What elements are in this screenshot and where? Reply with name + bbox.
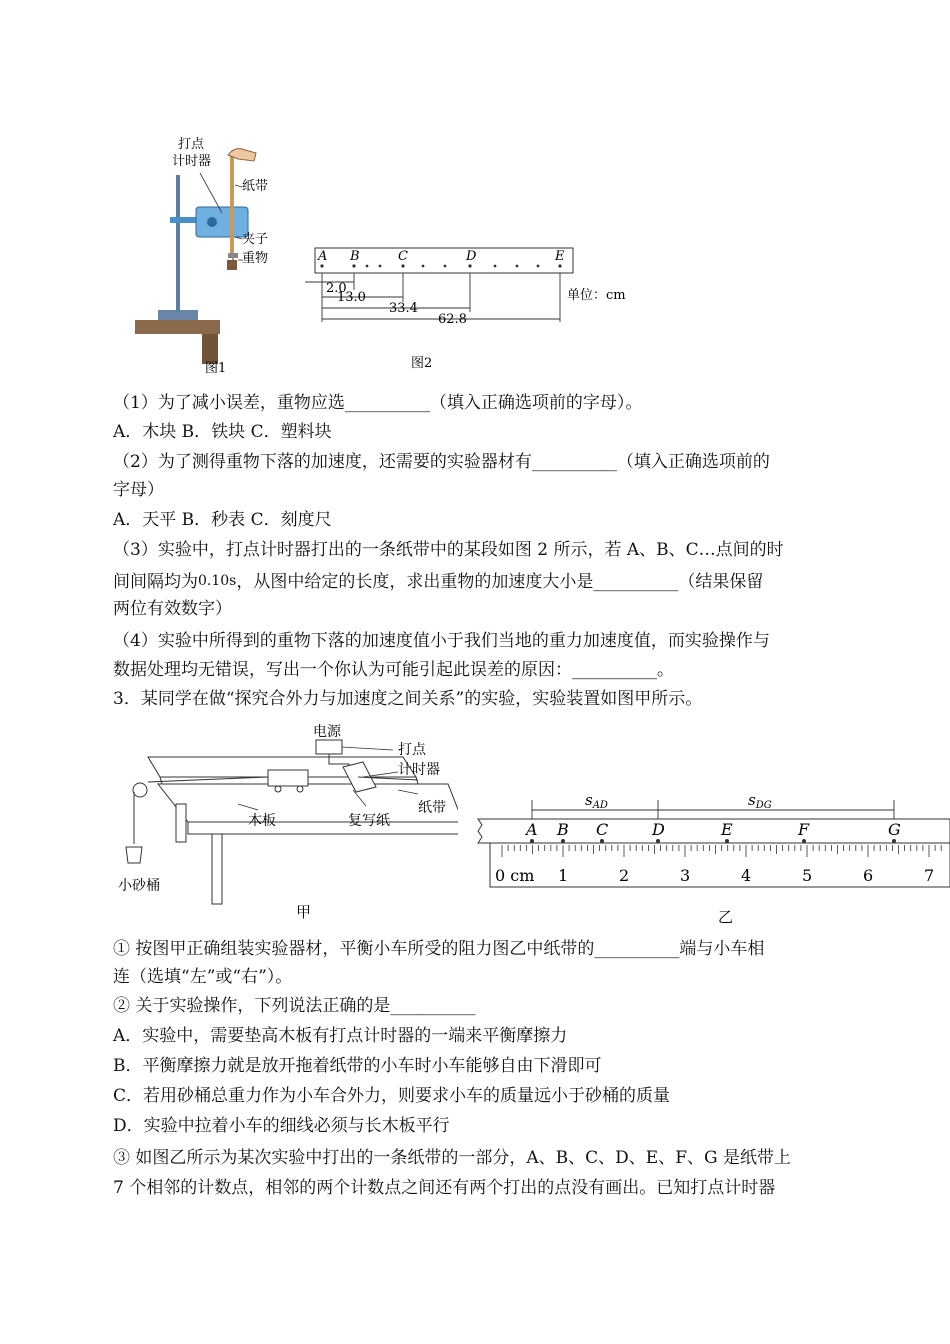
timer-body xyxy=(196,207,248,237)
label-power: 电源 xyxy=(313,724,341,740)
pulley xyxy=(133,783,147,797)
figure-jia-apparatus xyxy=(118,722,458,922)
label-timer-1: 打点 xyxy=(398,742,426,758)
item-3-line-1: ③ 如图乙所示为某次实验中打出的一条纸带的一部分，A、B、C、D、E、F、G 是纸带上 xyxy=(113,1148,791,1168)
tape-strip xyxy=(478,819,950,843)
figure-yi-ruler xyxy=(470,785,950,930)
stand-clamp xyxy=(170,217,198,223)
tape-point-label: D xyxy=(652,820,665,839)
ruler-label: 4 xyxy=(741,866,752,885)
table-leg xyxy=(202,334,218,364)
tape-point-dot xyxy=(530,839,534,843)
q3-interval: 0.10s xyxy=(198,573,237,589)
ruler-label: 1 xyxy=(558,866,569,885)
question-3-line-3: 两位有效数字） xyxy=(113,599,232,619)
unit-label: 单位：cm xyxy=(567,288,626,303)
tape-point-label: F xyxy=(798,820,810,839)
item-1-line-2: 连（选填“左”或“右”）。 xyxy=(113,967,293,987)
table-leg xyxy=(212,834,222,904)
item-3-line-2: 7 个相邻的计数点，相邻的两个计数点之间还有两个打出的点没有画出。已知打点计时器 xyxy=(113,1178,776,1198)
problem-3-intro: 3．某同学在做“探究合外力与加速度之间关系”的实验，实验装置如图甲所示。 xyxy=(113,689,703,709)
label-tape: 纸带 xyxy=(242,179,269,194)
fig2-caption: 图2 xyxy=(411,356,433,371)
stand-rod xyxy=(176,175,180,312)
fig-jia-caption: 甲 xyxy=(296,903,312,921)
tape-point-label: B xyxy=(557,820,569,839)
ruler-label: 6 xyxy=(863,866,874,885)
dim-ab: 2.0 xyxy=(326,281,347,296)
question-2-options: A．天平 B．秒表 C．刻度尺 xyxy=(113,510,332,530)
item-2-option-a: A．实验中，需要垫高木板有打点计时器的一端来平衡摩擦力 xyxy=(113,1026,568,1046)
question-4-line-1: （4）实验中所得到的重物下落的加速度值小于我们当地的重力加速度值，而实验操作与 xyxy=(113,631,770,651)
tape-point-label: E xyxy=(721,820,733,839)
fig-yi-caption: 乙 xyxy=(718,908,734,926)
label-timer-2: 计时器 xyxy=(172,154,212,169)
s-dg-label: $s_{DG}$ xyxy=(748,791,772,811)
cart xyxy=(268,770,308,786)
power-supply xyxy=(316,740,342,754)
paper-tape xyxy=(230,155,234,255)
figure-1-apparatus xyxy=(130,135,290,380)
tape-point-dot xyxy=(561,839,565,843)
fig1-caption: 图1 xyxy=(205,361,227,376)
question-2-line-2: 字母） xyxy=(113,480,164,500)
tape-point-label: G xyxy=(888,820,901,839)
tape-point-dot xyxy=(725,839,729,843)
s-ad-label: $s_{AD}$ xyxy=(585,791,608,811)
tape-point-label: A xyxy=(526,820,538,839)
tape-point-label: C xyxy=(596,820,609,839)
q3-post: ，从图中给定的长度，求出重物的加速度大小是__________（结果保留 xyxy=(236,572,764,592)
label-timer-1: 打点 xyxy=(178,137,205,152)
ruler-label: 0 cm xyxy=(495,866,535,885)
tape-point-dot xyxy=(656,839,660,843)
question-3-line-2 xyxy=(113,566,843,597)
q3-pre: 间间隔均为 xyxy=(113,572,198,592)
tape-point-c: C xyxy=(398,249,408,264)
item-2: ② 关于实验操作，下列说法正确的是__________ xyxy=(113,996,476,1016)
figure-2-tape xyxy=(305,240,645,375)
tape-point-a: A xyxy=(318,249,328,264)
ruler-label: 3 xyxy=(680,866,691,885)
label-timer-2: 计时器 xyxy=(398,762,440,778)
question-3-line-1: （3）实验中，打点计时器打出的一条纸带中的某段如图 2 所示，若 A、B、C…点间的时 xyxy=(113,540,784,560)
tape-point-b: B xyxy=(350,249,360,264)
table xyxy=(158,784,458,822)
tape-point-d: D xyxy=(466,249,477,264)
item-2-option-c: C．若用砂桶总重力作为小车合外力，则要求小车的质量远小于砂桶的质量 xyxy=(113,1086,671,1106)
timer-knob xyxy=(207,217,217,227)
question-1-options: A．木块 B．铁块 C．塑料块 xyxy=(113,422,332,442)
tape-point-dot xyxy=(802,839,806,843)
table-top xyxy=(135,320,220,334)
tape-point-e: E xyxy=(555,249,565,264)
question-1: （1）为了减小误差，重物应选__________（填入正确选项前的字母）。 xyxy=(113,393,643,413)
question-4-line-2: 数据处理均无错误，写出一个你认为可能引起此误差的原因：__________。 xyxy=(113,660,674,680)
label-board: 木板 xyxy=(248,813,276,829)
item-2-option-d: D．实验中拉着小车的细线必须与长木板平行 xyxy=(113,1116,450,1136)
label-carbon: 复写纸 xyxy=(348,813,390,829)
label-bucket: 小砂桶 xyxy=(118,878,160,894)
dim-ac: 13.0 xyxy=(337,290,366,305)
dim-ae: 62.8 xyxy=(438,312,467,327)
ruler-label: 2 xyxy=(619,866,630,885)
item-2-option-b: B．平衡摩擦力就是放开拖着纸带的小车时小车能够自由下滑即可 xyxy=(113,1056,602,1076)
item-1-line-1: ① 按图甲正确组装实验器材，平衡小车所受的阻力图乙中纸带的__________端与小车相 xyxy=(113,939,765,959)
question-2-line-1: （2）为了测得重物下落的加速度，还需要的实验器材有__________（填入正确选项前的 xyxy=(113,452,770,472)
ruler-label: 7 xyxy=(924,866,935,885)
label-clip: 夹子 xyxy=(242,232,269,247)
tape-point-dot xyxy=(600,839,604,843)
dim-ad: 33.4 xyxy=(389,301,418,316)
ruler-label: 5 xyxy=(802,866,813,885)
label-tape: 纸带 xyxy=(418,800,446,816)
tape-point-dot xyxy=(892,839,896,843)
label-weight: 重物 xyxy=(242,251,269,266)
weight xyxy=(227,260,237,270)
sand-bucket xyxy=(126,847,142,863)
